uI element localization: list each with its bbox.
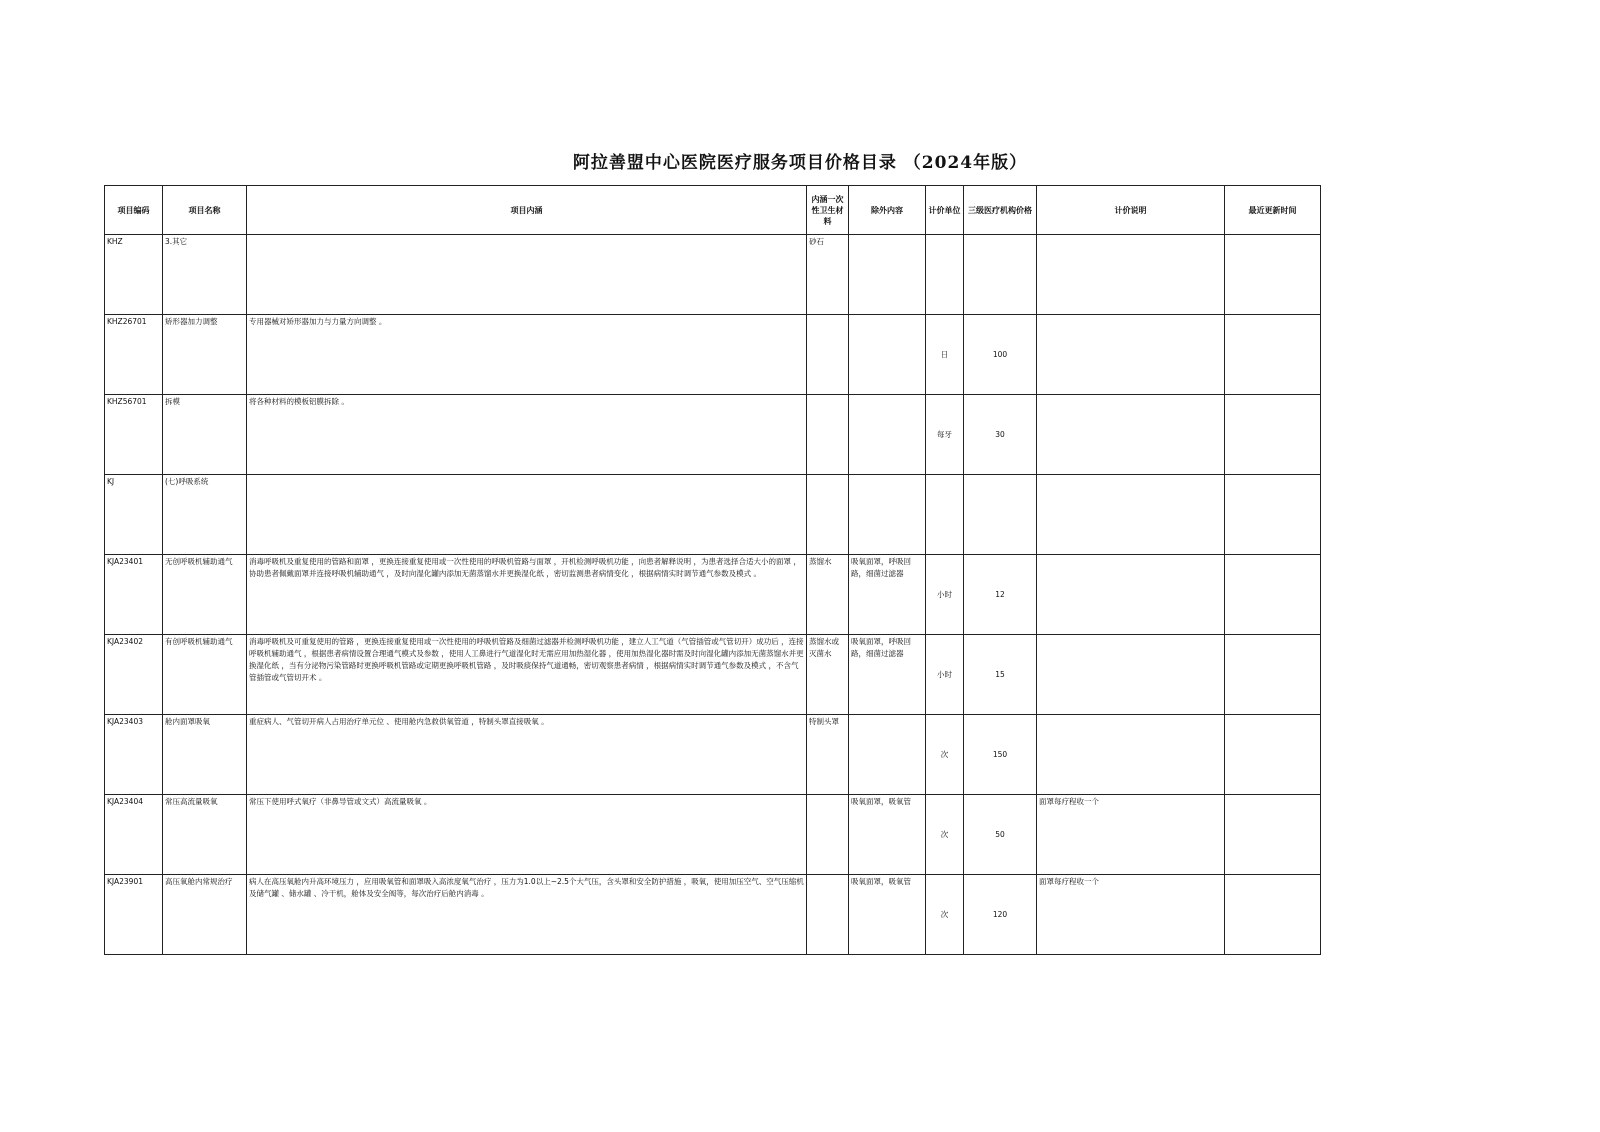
updated-time-cell	[1225, 715, 1321, 795]
table-row	[105, 395, 1321, 475]
excluded-content-cell	[849, 475, 926, 555]
item-content-cell: 病人在高压氧舱内升高环境压力 ，应用吸氧管和面罩吸入高浓度氧气治疗 ，压力为1.0以上~2.5个大气压，含头罩和安全防护措施 ，吸氧，使用加压空气、空气压缩机及储气罐 、储水罐 、冷干机，舱体及安全阀等，每次治疗后舱内消毒 。	[247, 875, 807, 955]
table-row	[105, 875, 1321, 955]
table-header-row	[105, 186, 1321, 235]
pricing-note-cell	[1037, 475, 1225, 555]
price-cell: 120	[964, 875, 1037, 955]
column-header: 项目内涵	[247, 186, 807, 235]
item-code-cell: KJA23402	[105, 635, 163, 715]
price-cell	[964, 475, 1037, 555]
column-header: 项目编码	[105, 186, 163, 235]
price-cell: 30	[964, 395, 1037, 475]
pricing-unit-cell: 每牙	[926, 395, 964, 475]
table-row	[105, 555, 1321, 635]
pricing-unit-cell: 小时	[926, 635, 964, 715]
pricing-note-cell: 面罩每疗程收一个	[1037, 795, 1225, 875]
price-cell: 50	[964, 795, 1037, 875]
table-row	[105, 715, 1321, 795]
price-catalog-table	[104, 185, 1321, 955]
item-code-cell: KHZ56701	[105, 395, 163, 475]
item-name-cell: (七)呼吸系统	[163, 475, 247, 555]
included-material-cell: 特制头罩	[807, 715, 849, 795]
updated-time-cell	[1225, 635, 1321, 715]
excluded-content-cell	[849, 315, 926, 395]
pricing-unit-cell: 次	[926, 715, 964, 795]
updated-time-cell	[1225, 235, 1321, 315]
included-material-cell	[807, 315, 849, 395]
item-content-cell: 专用器械对矫形器加力与力量方向调整 。	[247, 315, 807, 395]
updated-time-cell	[1225, 475, 1321, 555]
pricing-note-cell	[1037, 555, 1225, 635]
item-code-cell: KHZ26701	[105, 315, 163, 395]
item-code-cell: KJA23401	[105, 555, 163, 635]
excluded-content-cell	[849, 395, 926, 475]
column-header: 计价单位	[926, 186, 964, 235]
pricing-note-cell	[1037, 715, 1225, 795]
column-header: 除外内容	[849, 186, 926, 235]
page-title: 阿拉善盟中心医院医疗服务项目价格目录 （2024年版）	[572, 153, 1028, 173]
pricing-note-cell: 面罩每疗程收一个	[1037, 875, 1225, 955]
included-material-cell: 砂石	[807, 235, 849, 315]
item-name-cell: 拆模	[163, 395, 247, 475]
column-header: 最近更新时间	[1225, 186, 1321, 235]
item-content-cell	[247, 475, 807, 555]
updated-time-cell	[1225, 795, 1321, 875]
item-content-cell	[247, 235, 807, 315]
excluded-content-cell: 吸氧面罩，吸氧管	[849, 795, 926, 875]
included-material-cell	[807, 475, 849, 555]
included-material-cell	[807, 875, 849, 955]
item-code-cell: KHZ	[105, 235, 163, 315]
price-cell: 100	[964, 315, 1037, 395]
included-material-cell	[807, 395, 849, 475]
column-header: 项目名称	[163, 186, 247, 235]
pricing-note-cell	[1037, 235, 1225, 315]
excluded-content-cell	[849, 715, 926, 795]
pricing-unit-cell: 次	[926, 875, 964, 955]
item-code-cell: KJA23404	[105, 795, 163, 875]
item-code-cell: KJ	[105, 475, 163, 555]
item-code-cell: KJA23403	[105, 715, 163, 795]
table-row	[105, 315, 1321, 395]
column-header: 内涵一次性卫生材料	[807, 186, 849, 235]
pricing-note-cell	[1037, 395, 1225, 475]
column-header: 三级医疗机构价格	[964, 186, 1037, 235]
updated-time-cell	[1225, 395, 1321, 475]
included-material-cell: 蒸馏水	[807, 555, 849, 635]
included-material-cell	[807, 795, 849, 875]
excluded-content-cell	[849, 235, 926, 315]
item-code-cell: KJA23901	[105, 875, 163, 955]
table-row	[105, 795, 1321, 875]
item-content-cell: 重症病人、气管切开病人占用治疗单元位 、使用舱内急救供氧管道 ，特制头罩直接吸氧 。	[247, 715, 807, 795]
price-cell: 150	[964, 715, 1037, 795]
item-name-cell: 高压氧舱内常规治疗	[163, 875, 247, 955]
item-content-cell: 常压下使用呼式氧疗（非鼻导管或文式）高流量吸氧 。	[247, 795, 807, 875]
pricing-unit-cell: 日	[926, 315, 964, 395]
updated-time-cell	[1225, 315, 1321, 395]
pricing-note-cell	[1037, 635, 1225, 715]
item-name-cell: 常压高流量吸氧	[163, 795, 247, 875]
item-name-cell: 有创呼吸机辅助通气	[163, 635, 247, 715]
item-content-cell: 消毒呼吸机及重复使用的管路和面罩 ，更换连接重复使用或一次性使用的呼吸机管路与面罩 ，开机检测呼吸机功能 ，向患者解释说明 ，为患者选择合适大小的面罩 ，协助患者佩戴面罩并连接呼吸机辅助通气 ，及时向湿化罐内添加无菌蒸馏水并更换湿化纸 ，密切监测患者病情变化 ，根据病情实时调节通气参数及模式 。	[247, 555, 807, 635]
item-name-cell: 3.其它	[163, 235, 247, 315]
pricing-unit-cell	[926, 235, 964, 315]
item-name-cell: 无创呼吸机辅助通气	[163, 555, 247, 635]
item-name-cell: 矫形器加力调整	[163, 315, 247, 395]
column-header: 计价说明	[1037, 186, 1225, 235]
updated-time-cell	[1225, 555, 1321, 635]
updated-time-cell	[1225, 875, 1321, 955]
pricing-unit-cell	[926, 475, 964, 555]
excluded-content-cell: 吸氧面罩，吸氧管	[849, 875, 926, 955]
pricing-unit-cell: 小时	[926, 555, 964, 635]
table-row	[105, 635, 1321, 715]
price-cell	[964, 235, 1037, 315]
item-content-cell: 将各种材料的模板铝膜拆除 。	[247, 395, 807, 475]
item-content-cell: 消毒呼吸机及可重复使用的管路 ，更换连接重复使用或一次性使用的呼吸机管路及细菌过滤器并检测呼吸机功能 ，建立人工气道（气管插管或气管切开）成功后 ，连接呼吸机辅助通气 ，根据患者病情设置合理通气模式及参数 ，使用人工鼻进行气道湿化时无需应用加热湿化器 ，使用加热湿化器时需及时向湿化罐内添加无菌蒸馏水并更换湿化纸 ，当有分泌物污染管路时更换呼吸机管路或定期更换呼吸机管路 ，及时吸痰保持气道通畅，密切观察患者病情 ，根据病情实时调节通气参数及模式 ，不含气管插管或气管切开术 。	[247, 635, 807, 715]
table-body	[105, 235, 1321, 955]
table-row	[105, 235, 1321, 315]
item-name-cell: 舱内面罩吸氧	[163, 715, 247, 795]
pricing-note-cell	[1037, 315, 1225, 395]
excluded-content-cell: 吸氧面罩，呼吸回路，细菌过滤器	[849, 555, 926, 635]
price-cell: 15	[964, 635, 1037, 715]
excluded-content-cell: 吸氧面罩，呼吸回路，细菌过滤器	[849, 635, 926, 715]
included-material-cell: 蒸馏水或灭菌水	[807, 635, 849, 715]
table-row	[105, 475, 1321, 555]
price-cell: 12	[964, 555, 1037, 635]
pricing-unit-cell: 次	[926, 795, 964, 875]
